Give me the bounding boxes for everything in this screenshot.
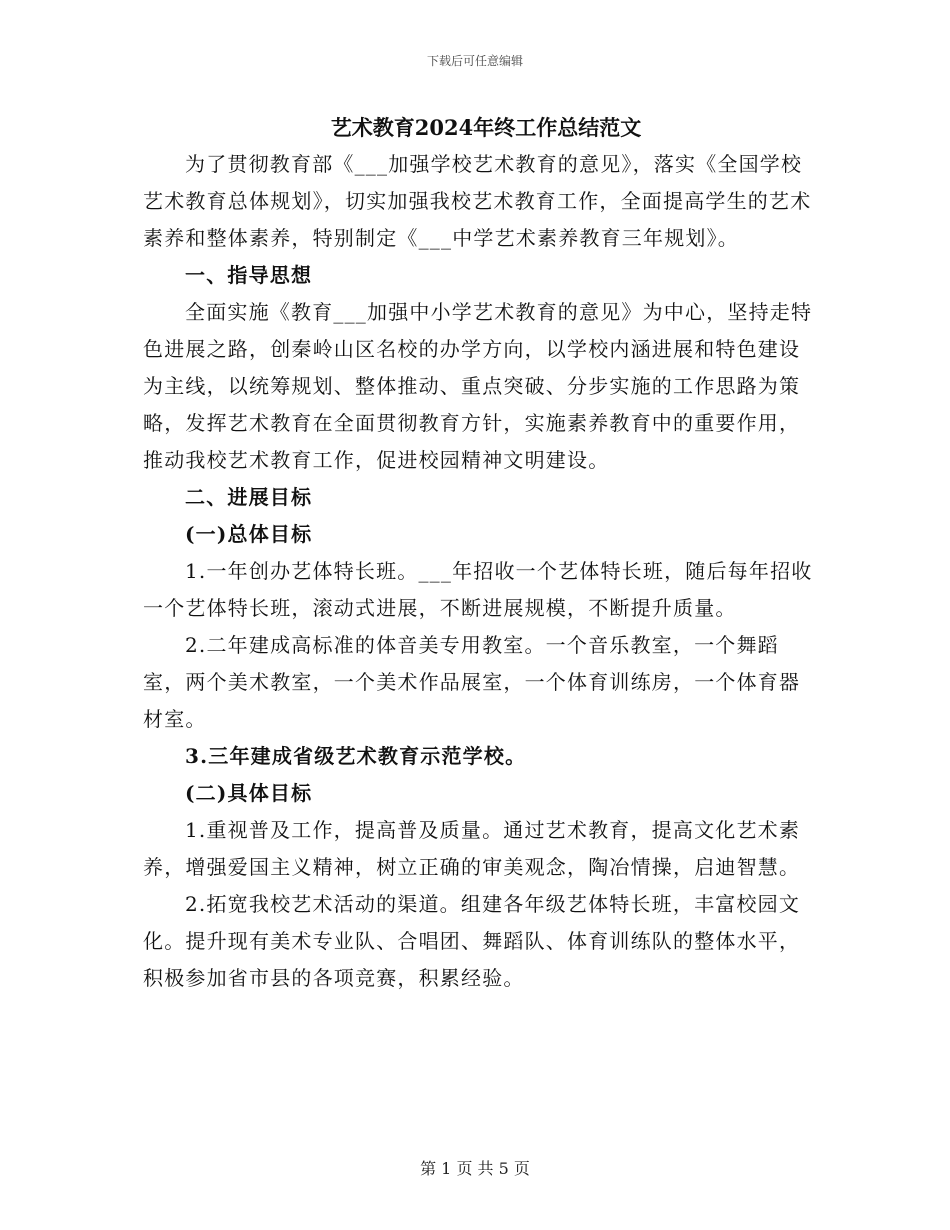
specific-goal-item-2: 2.拓宽我校艺术活动的渠道。组建各年级艺体特长班，丰富校园文化。提升现有美术专业队、合唱团、舞蹈队、体育训练队的整体水平，积极参加省市县的各项竞赛，积累经验。	[143, 892, 801, 990]
document-body	[143, 112, 815, 997]
specific-goal-item-1: 1.重视普及工作，提高普及质量。通过艺术教育，提高文化艺术素养，增强爱国主义精神，树立正确的审美观念，陶冶情操，启迪智慧。	[143, 818, 801, 879]
guiding-ideology-paragraph: 全面实施《教育___加强中小学艺术教育的意见》为中心，坚持走特色进展之路，创秦岭山区名校的办学方向，以学校内涵进展和特色建设为主线，以统筹规划、整体推动、重点突破、分步实施的工作思路为策略，发挥艺术教育在全面贯彻教育方针，实施素养教育中的重要作用，推动我校艺术教育工作，促进校园精神文明建设。	[143, 300, 813, 472]
overall-goal-item-1: 1.一年创办艺体特长班。___年招收一个艺体特长班，随后每年招收一个艺体特长班，滚动式进展，不断进展规模，不断提升质量。	[143, 559, 813, 620]
document-title: 艺术教育2024年终工作总结范文	[330, 115, 642, 140]
page-footer: 第 1 页 共 5 页	[420, 1159, 530, 1178]
subsection-heading-overall-goals: (一)总体目标	[185, 522, 313, 546]
section-heading-goals: 二、进展目标	[185, 485, 313, 509]
overall-goal-item-3: 3.三年建成省级艺术教育示范学校。	[185, 744, 527, 768]
overall-goal-item-2: 2.二年建成高标准的体音美专用教室。一个音乐教室，一个舞蹈室，两个美术教室，一个美术作品展室，一个体育训练房，一个体育器材室。	[143, 633, 801, 731]
page-header: 下载后可任意编辑	[426, 54, 523, 68]
subsection-heading-specific-goals: (二)具体目标	[185, 781, 313, 805]
section-heading-guiding-ideology: 一、指导思想	[185, 263, 313, 287]
intro-paragraph: 为了贯彻教育部《___加强学校艺术教育的意见》，落实《全国学校艺术教育总体规划》，切实加强我校艺术教育工作，全面提高学生的艺术素养和整体素养，特别制定《___中学艺术素养教育三年规划》。	[143, 152, 812, 250]
